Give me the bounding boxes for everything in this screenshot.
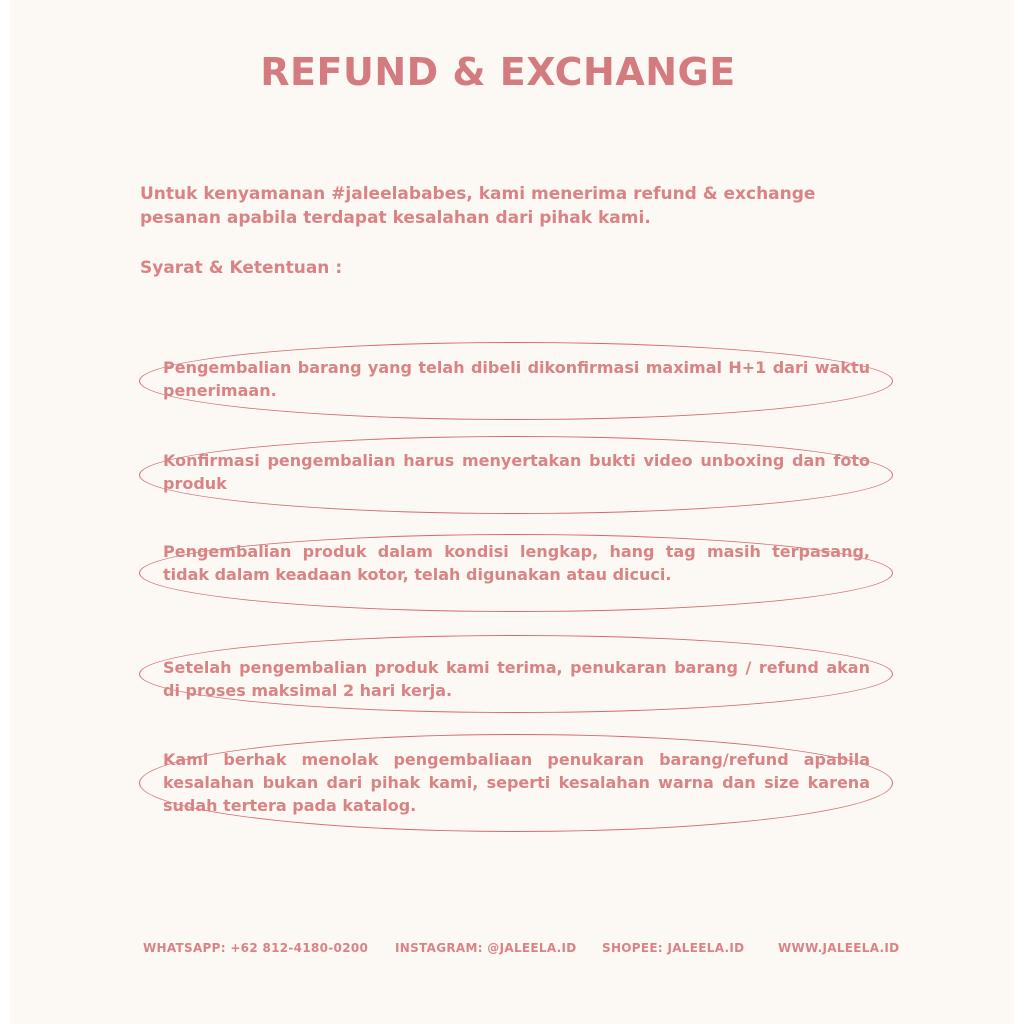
term-item-4 bbox=[139, 635, 893, 713]
term-text-2: Konfirmasi pengembalian harus menyertakan bukti video unboxing dan foto produk bbox=[163, 451, 870, 493]
page-title: REFUND & EXCHANGE bbox=[260, 50, 736, 94]
term-item-3 bbox=[139, 534, 893, 612]
footer-whatsapp: WHATSAPP: +62 812-4180-0200 bbox=[143, 941, 369, 955]
term-text-5: Kami berhak menolak pengembaliaan penukaran barang/refund apabila kesalahan bukan dari pihak kami, seperti kesalahan warna dan size karena sudah tertera pada katalog. bbox=[163, 750, 870, 815]
footer-instagram: INSTAGRAM: @JALEELA.ID bbox=[395, 941, 577, 955]
terms-heading: Syarat & Ketentuan : bbox=[140, 258, 343, 278]
intro-text: Untuk kenyamanan #jaleelababes, kami menerima refund & exchange pesanan apabila terdapat kesalahan dari pihak kami. bbox=[140, 184, 816, 228]
term-item-2 bbox=[139, 436, 893, 514]
term-item-1 bbox=[139, 342, 893, 420]
footer-shopee: SHOPEE: JALEELA.ID bbox=[602, 941, 745, 955]
refund-exchange-poster bbox=[10, 0, 1014, 1024]
term-text-3: Pengembalian produk dalam kondisi lengkap, hang tag masih terpasang, tidak dalam keadaan kotor, telah digunakan atau dicuci. bbox=[163, 542, 870, 584]
footer-website: WWW.JALEELA.ID bbox=[778, 941, 900, 955]
term-text-1: Pengembalian barang yang telah dibeli dikonfirmasi maximal H+1 dari waktu penerimaan. bbox=[163, 358, 870, 400]
term-item-5 bbox=[139, 734, 893, 832]
term-text-4: Setelah pengembalian produk kami terima, penukaran barang / refund akan di proses maksimal 2 hari kerja. bbox=[163, 658, 870, 700]
